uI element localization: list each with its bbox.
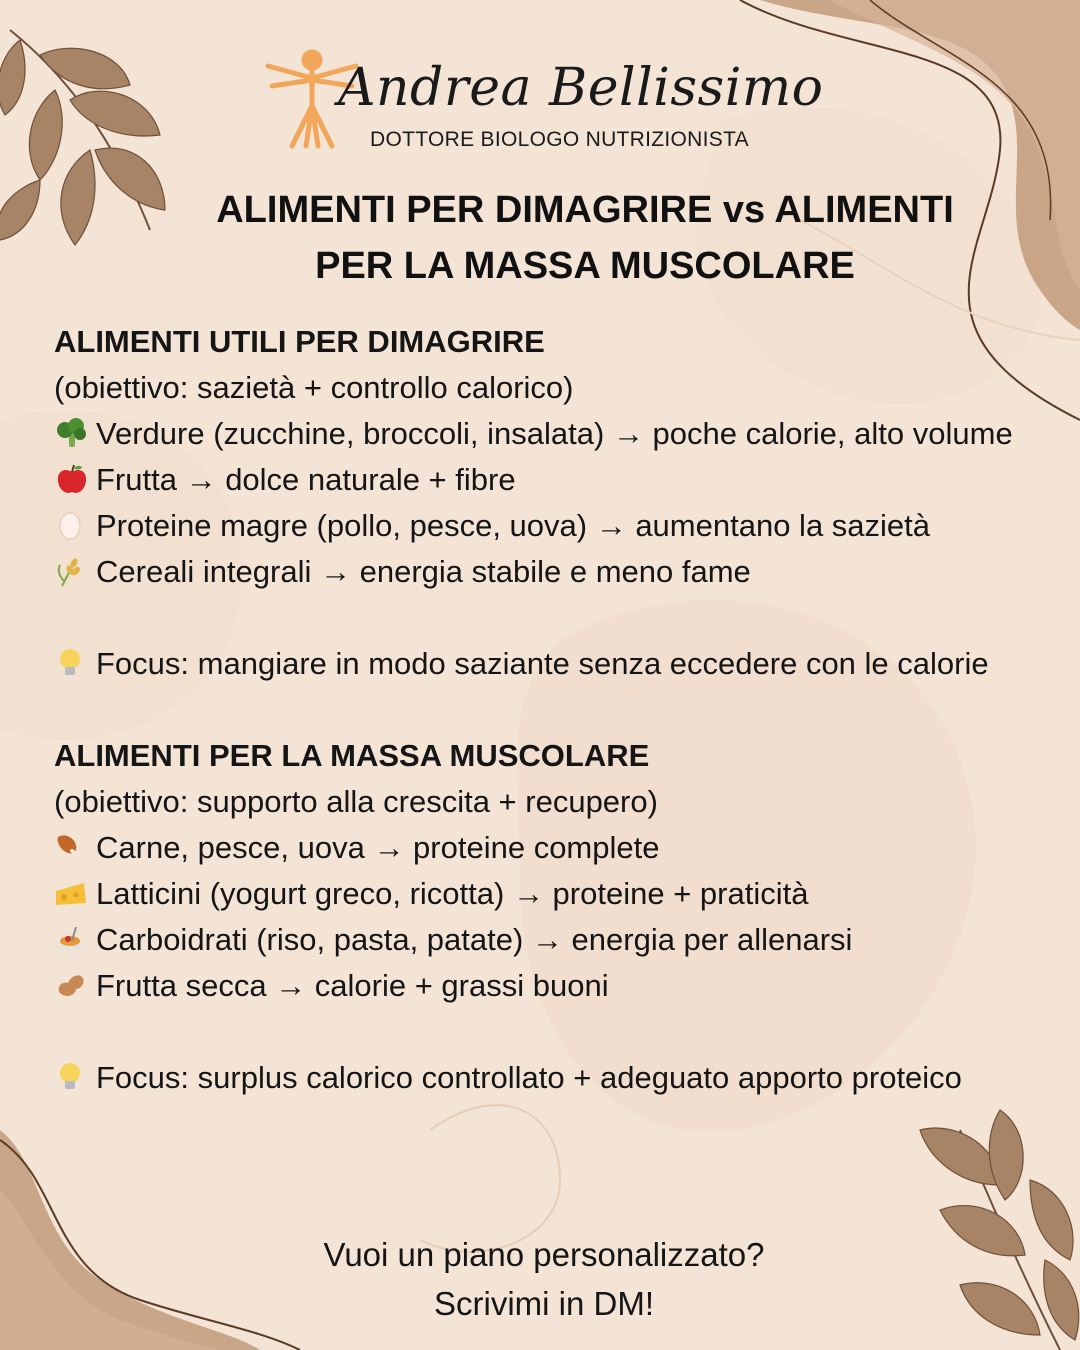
call-to-action-line-2: Scrivimi in DM!: [434, 1285, 654, 1322]
list-item: [54, 963, 1039, 1009]
spaghetti-icon: [54, 923, 90, 955]
page-title-line-2: PER LA MASSA MUSCOLARE: [315, 245, 855, 287]
list-item: [54, 917, 1039, 963]
lightbulb-icon: [54, 1061, 90, 1093]
list-item: [54, 457, 1039, 503]
wheat-icon: [54, 555, 90, 587]
apple-icon: [54, 463, 90, 495]
list-item: [54, 871, 1039, 917]
list-item-text: Frutta secca → calorie + grassi buoni: [96, 968, 609, 1003]
focus-note: [54, 641, 1039, 687]
poultry-leg-icon: [54, 831, 90, 863]
peanut-icon: [54, 969, 90, 1001]
focus-note: [54, 1055, 1039, 1101]
focus-text: Focus: mangiare in modo saziante senza eccedere con le calorie: [96, 646, 989, 681]
leaf-branch-top-left: [0, 30, 165, 245]
list-item-text: Carne, pesce, uova → proteine complete: [96, 830, 660, 865]
section-heading-dimagrire: ALIMENTI UTILI PER DIMAGRIRE: [54, 324, 545, 359]
brand-name: Andrea Bellissimo: [338, 58, 824, 118]
section-goal: (obiettivo: supporto alla crescita + recupero): [54, 784, 658, 819]
section-heading-massa: ALIMENTI PER LA MASSA MUSCOLARE: [54, 738, 650, 773]
list-item-text: Cereali integrali → energia stabile e meno fame: [96, 554, 751, 589]
cheese-icon: [54, 877, 90, 909]
list-item-text: Latticini (yogurt greco, ricotta) → proteine + praticità: [96, 876, 809, 911]
corner-line: [420, 1105, 560, 1252]
egg-icon: [54, 509, 90, 541]
focus-text: Focus: surplus calorico controllato + adeguato apporto proteico: [96, 1060, 962, 1095]
lightbulb-icon: [54, 647, 90, 679]
brand-subtitle: DOTTORE BIOLOGO NUTRIZIONISTA: [370, 128, 749, 151]
list-item-text: Frutta → dolce naturale + fibre: [96, 462, 516, 497]
call-to-action-line-1: Vuoi un piano personalizzato?: [323, 1236, 765, 1273]
broccoli-icon: [54, 417, 90, 449]
list-item: [54, 549, 1039, 595]
section-goal: (obiettivo: sazietà + controllo calorico): [54, 370, 574, 405]
list-item-text: Carboidrati (riso, pasta, patate) → energia per allenarsi: [96, 922, 853, 957]
list-item: [54, 503, 1039, 549]
list-item: [54, 411, 1039, 457]
list-item: [54, 825, 1039, 871]
list-item-text: Proteine magre (pollo, pesce, uova) → aumentano la sazietà: [96, 508, 931, 543]
main-content: [54, 319, 1039, 1101]
page-title-line-1: ALIMENTI PER DIMAGRIRE vs ALIMENTI: [216, 189, 954, 231]
list-item-text: Verdure (zucchine, broccoli, insalata) → poche calorie, alto volume: [96, 416, 1013, 451]
